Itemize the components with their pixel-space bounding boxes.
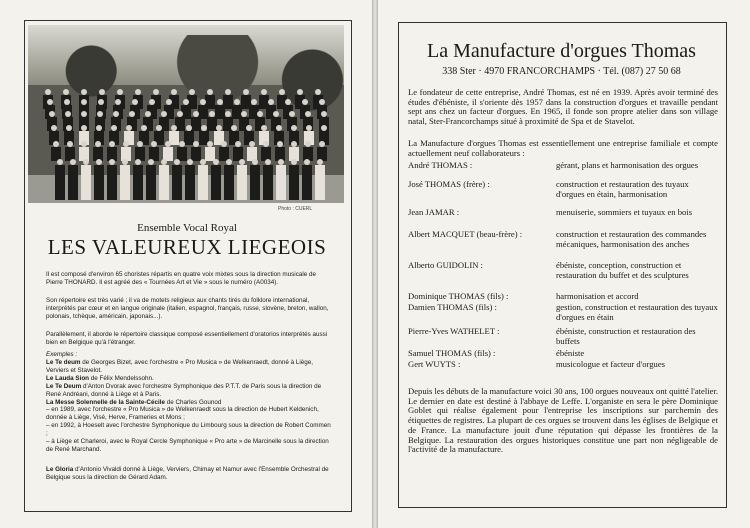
singer-head: [153, 89, 159, 95]
choir-photo: [28, 25, 344, 203]
singer-body: [163, 147, 173, 161]
staff-name: Alberto GUIDOLIN :: [408, 260, 483, 270]
singer-body: [146, 165, 156, 200]
singer-head: [235, 141, 241, 147]
staff-row: [408, 161, 718, 180]
singer-head: [225, 89, 231, 95]
singer-head: [207, 141, 213, 147]
singer-head: [305, 141, 311, 147]
singer-head: [319, 141, 325, 147]
example-work: Le Te deum: [46, 359, 81, 366]
singer-head: [207, 89, 213, 95]
example-detail: d'Anton Dvorak avec l'orchestre Symphonique des P.T.T. de Paris sous la direction de René Andréani, donné à Liège et à Paris.: [46, 382, 322, 398]
singer-head: [83, 159, 89, 165]
staff-name: Samuel THOMAS (fils) :: [408, 348, 496, 358]
singer-body: [233, 147, 243, 161]
singer-head: [97, 111, 103, 117]
singer-body: [303, 147, 313, 161]
singer-body: [81, 165, 91, 200]
singer-head: [113, 111, 119, 117]
singer-head: [63, 89, 69, 95]
singer-head: [217, 99, 223, 105]
singer-head: [200, 159, 206, 165]
examples-label: Exemples :: [46, 351, 78, 358]
singer-head: [273, 111, 279, 117]
example-item: [46, 359, 332, 375]
singer-head: [174, 159, 180, 165]
right-page: [378, 0, 750, 528]
singer-head: [263, 141, 269, 147]
singer-body: [107, 147, 117, 161]
singer-head: [161, 111, 167, 117]
staff-name: Albert MACQUET (beau-frère) :: [408, 229, 523, 239]
singer-body: [181, 105, 191, 119]
singer-body: [261, 147, 271, 161]
example-item: [46, 399, 332, 407]
singer-head: [115, 99, 121, 105]
singer-head: [305, 111, 311, 117]
singer-body: [191, 147, 201, 161]
singer-body: [219, 147, 229, 161]
example-work: Le Lauda Sion: [46, 374, 90, 382]
singer-head: [183, 99, 189, 105]
singer-head: [319, 99, 325, 105]
staff-name: Dominique THOMAS (fils) :: [408, 291, 509, 301]
singer-head: [156, 125, 162, 131]
singer-body: [275, 147, 285, 161]
singer-head: [279, 89, 285, 95]
founder-paragraph: Le fondateur de cette entreprise, André Thomas, est né en 1939. Après avoir terminé des études d'ébéniste, il s'oriente dès 1957 dans la construction d'orgues et travaille pendant sept ans chez un facteur d'orgues. En 1965, il fonde son propre atelier dans son village natal, Ster-Francorchamps situé à proximité de Spa et de Stavelot.: [408, 87, 718, 127]
gloria-work: Le Gloria: [46, 466, 74, 473]
messe-item: – à Liège et Charleroi, avec le Royal Cercle Symphonique « Pro arte » de Marcinelle sous la direction de René Marchand.: [46, 438, 329, 453]
staff-role: construction et restauration des tuyaux d'orgues en étain, harmonisation: [556, 179, 689, 199]
singer-head: [302, 99, 308, 105]
staff-role: ébéniste, construction et restauration des buffets: [556, 326, 696, 346]
singer-head: [317, 159, 323, 165]
singer-head: [261, 89, 267, 95]
singer-head: [81, 125, 87, 131]
staff-name: José THOMAS (frère) :: [408, 179, 490, 189]
staff-row: [408, 327, 718, 349]
staff-name: André THOMAS :: [408, 160, 473, 170]
singer-head: [289, 111, 295, 117]
singer-head: [49, 111, 55, 117]
singer-head: [201, 125, 207, 131]
singer-head: [209, 111, 215, 117]
singer-head: [226, 159, 232, 165]
singer-head: [179, 141, 185, 147]
singer-head: [216, 125, 222, 131]
singer-head: [117, 89, 123, 95]
staff-row: [408, 261, 718, 292]
singer-head: [189, 89, 195, 95]
intro-paragraph: Il est composé d'environ 65 choristes répartis en quatre voix mixtes sous la direction musicale de Pierre THONARD. Il est agréé des « Tournées Art et Vie » sous le numéro (A0034).: [46, 271, 316, 286]
singer-body: [133, 165, 143, 200]
staff-name: Pierre-Yves WATHELET :: [408, 326, 500, 336]
choir-figures: [38, 80, 338, 200]
example-work: La Messe Solennelle de la Sainte-Cécile: [46, 398, 165, 406]
singer-head: [109, 141, 115, 147]
singer-head: [306, 125, 312, 131]
example-detail: de Félix Mendelssohn.: [89, 374, 154, 382]
singer-head: [148, 159, 154, 165]
singer-head: [166, 99, 172, 105]
company-paragraph: La Manufacture d'orgues Thomas est essentiellement une entreprise familiale et compte actuellement neuf collaborateurs :: [408, 138, 718, 158]
singer-body: [207, 117, 217, 131]
singer-head: [213, 159, 219, 165]
example-detail: de Charles Gounod: [165, 398, 222, 406]
singer-head: [177, 111, 183, 117]
staff-name: Damien THOMAS (fils) :: [408, 302, 497, 312]
singer-head: [193, 141, 199, 147]
singer-head: [261, 125, 267, 131]
parallel-paragraph: Parallèlement, il aborde le répertoire classique composé essentiellement d'oratorios interprétés aussi bien en Belgique qu'à l'étranger.: [46, 331, 328, 346]
singer-head: [122, 159, 128, 165]
singer-head: [268, 99, 274, 105]
examples-list: [46, 359, 332, 454]
singer-body: [249, 105, 259, 119]
left-page: [0, 0, 372, 528]
singer-head: [246, 125, 252, 131]
singer-head: [81, 111, 87, 117]
singer-head: [231, 125, 237, 131]
repertoire-paragraph: Son répertoire est très varié ; il va de motets religieux aux chants tirés du folklore international, interprétés par cœur et en langue originale (italien, espagnol, français, russe, slovène, breton, wallon, polonais, tchèque, américain, japonais...).: [46, 297, 329, 320]
singer-body: [121, 147, 131, 161]
singer-body: [55, 165, 65, 200]
singer-body: [79, 147, 89, 161]
singer-body: [198, 105, 208, 119]
singer-head: [67, 141, 73, 147]
singer-body: [263, 165, 273, 200]
singer-body: [317, 147, 327, 161]
singer-body: [224, 165, 234, 200]
singer-head: [251, 99, 257, 105]
staff-row: [408, 180, 718, 208]
singer-head: [141, 125, 147, 131]
singer-body: [185, 165, 195, 200]
singer-head: [277, 141, 283, 147]
singer-head: [285, 99, 291, 105]
singer-head: [291, 125, 297, 131]
singer-head: [98, 99, 104, 105]
singer-head: [137, 141, 143, 147]
example-item: [46, 383, 332, 399]
staff-name: Gert WUYTS :: [408, 359, 461, 369]
staff-row: [408, 303, 718, 327]
singer-head: [135, 159, 141, 165]
singer-head: [171, 125, 177, 131]
singer-head: [297, 89, 303, 95]
manufacture-title: La Manufacture d'orgues Thomas: [427, 40, 696, 62]
staff-row: [408, 208, 718, 230]
singer-head: [81, 99, 87, 105]
singer-head: [186, 125, 192, 131]
photo-caption: Photo : CUERL: [278, 206, 313, 212]
staff-role: harmonisation et accord: [556, 291, 639, 301]
gloria-paragraph: [46, 466, 332, 482]
singer-head: [243, 89, 249, 95]
singer-head: [109, 159, 115, 165]
singer-head: [151, 141, 157, 147]
singer-body: [172, 165, 182, 200]
singer-head: [161, 159, 167, 165]
singer-body: [94, 165, 104, 200]
singer-body: [68, 165, 78, 200]
staff-row: [408, 360, 718, 371]
staff-name: Jean JAMAR :: [408, 207, 460, 217]
manufacture-address: 338 Ster · 4970 FRANCORCHAMPS · Tél. (087) 27 50 68: [442, 66, 681, 77]
singer-head: [291, 159, 297, 165]
singer-head: [265, 159, 271, 165]
gloria-detail: d'Antonio Vivaldi donné à Liège, Verviers, Chimay et Namur avec l'Ensemble Orchestral de Belgique sous la direction de Gérard Adam.: [46, 466, 329, 481]
singer-head: [225, 111, 231, 117]
singer-body: [65, 147, 75, 161]
singer-head: [129, 111, 135, 117]
singer-body: [159, 165, 169, 200]
singer-head: [221, 141, 227, 147]
staff-role: musicologue et facteur d'orgues: [556, 359, 666, 369]
singer-head: [257, 111, 263, 117]
singer-head: [187, 159, 193, 165]
singer-head: [45, 89, 51, 95]
staff-role: construction et restauration des commandes mécaniques, harmonisation des anches: [556, 229, 707, 249]
singer-head: [99, 89, 105, 95]
singer-head: [65, 111, 71, 117]
staff-role: gestion, construction et restauration des tuyaux d'orgues en étain: [556, 302, 718, 322]
singer-head: [276, 125, 282, 131]
singer-head: [171, 89, 177, 95]
singer-head: [123, 141, 129, 147]
singer-body: [302, 165, 312, 200]
singer-head: [321, 125, 327, 131]
singer-body: [191, 117, 201, 131]
singer-body: [198, 165, 208, 200]
singer-head: [193, 111, 199, 117]
singer-head: [249, 141, 255, 147]
example-item: [46, 375, 332, 383]
singer-head: [200, 99, 206, 105]
singer-body: [289, 147, 299, 161]
staff-list: [408, 161, 718, 371]
singer-body: [250, 165, 260, 200]
singer-body: [149, 147, 159, 161]
staff-role: ébéniste: [556, 348, 585, 358]
singer-body: [184, 131, 194, 145]
singer-head: [135, 89, 141, 95]
staff-role: ébéniste, conception, construction et restauration du buffet et des sculptures: [556, 260, 689, 280]
singer-head: [81, 89, 87, 95]
staff-role: gérant, plans et harmonisation des orgues: [556, 160, 699, 170]
staff-row: [408, 230, 718, 261]
singer-head: [53, 141, 59, 147]
messe-item: – en 1992, à Hoeselt avec l'orchestre Symphonique du Limbourg sous la direction de Robert Commen ;: [46, 422, 331, 438]
singer-head: [145, 111, 151, 117]
singer-head: [81, 141, 87, 147]
singer-head: [111, 125, 117, 131]
ensemble-label: Ensemble Vocal Royal: [137, 222, 237, 234]
singer-head: [96, 125, 102, 131]
singer-head: [252, 159, 258, 165]
singer-head: [57, 159, 63, 165]
singer-body: [177, 147, 187, 161]
singer-head: [241, 111, 247, 117]
messe-item: – en 1989, avec l'orchestre « Pro Musica » de Welkenraedt sous la direction de Hubert Keldenich, donnée à Liège, Visé, Herve, Frameries et Mons ;: [46, 406, 319, 422]
singer-body: [211, 165, 221, 200]
singer-head: [70, 159, 76, 165]
staff-role: menuiserie, sommiers et tuyaux en bois: [556, 207, 693, 217]
singer-head: [132, 99, 138, 105]
singer-head: [66, 125, 72, 131]
singer-head: [321, 111, 327, 117]
choir-title: LES VALEUREUX LIEGEOIS: [47, 235, 327, 259]
example-detail: de Georges Bizet, avec l'orchestre « Pro Musica » de Welkenraedt, donné à Liège, Verviers et Stavelot.: [46, 359, 313, 374]
history-paragraph: Depuis les débuts de la manufacture voici 30 ans, 100 orgues nouveaux ont quitté l'atelier. Le dernier en date est destiné à l'abbaye de Leffe. L'organiste en sera le père Dominique Goblet qui réalise également pour l'entreprise les inscriptions sur parchemin des étiquettes de registres. La plupart de ces orgues se trouvent dans les églises de Belgique et de France. La manufacture jouit d'une réputation qui dépasse les frontières de la Belgique. La restauration des orgues historiques constitue une part non négligeable de l'activité de la manufacture.: [408, 386, 718, 455]
singer-body: [135, 147, 145, 161]
singer-head: [64, 99, 70, 105]
singer-body: [51, 147, 61, 161]
singer-body: [315, 165, 325, 200]
singer-head: [96, 159, 102, 165]
singer-body: [120, 165, 130, 200]
example-work: Le Te Deum: [46, 382, 82, 390]
singer-body: [289, 165, 299, 200]
singer-body: [107, 165, 117, 200]
singer-body: [237, 165, 247, 200]
singer-body: [232, 105, 242, 119]
singer-body: [93, 147, 103, 161]
singer-head: [149, 99, 155, 105]
singer-head: [165, 141, 171, 147]
singer-head: [304, 159, 310, 165]
singer-head: [278, 159, 284, 165]
singer-head: [47, 99, 53, 105]
singer-head: [95, 141, 101, 147]
singer-head: [239, 159, 245, 165]
singer-body: [205, 147, 215, 161]
singer-body: [247, 147, 257, 161]
singer-head: [126, 125, 132, 131]
singer-head: [291, 141, 297, 147]
singer-body: [276, 165, 286, 200]
singer-head: [315, 89, 321, 95]
singer-head: [51, 125, 57, 131]
singer-head: [234, 99, 240, 105]
singer-body: [215, 105, 225, 119]
